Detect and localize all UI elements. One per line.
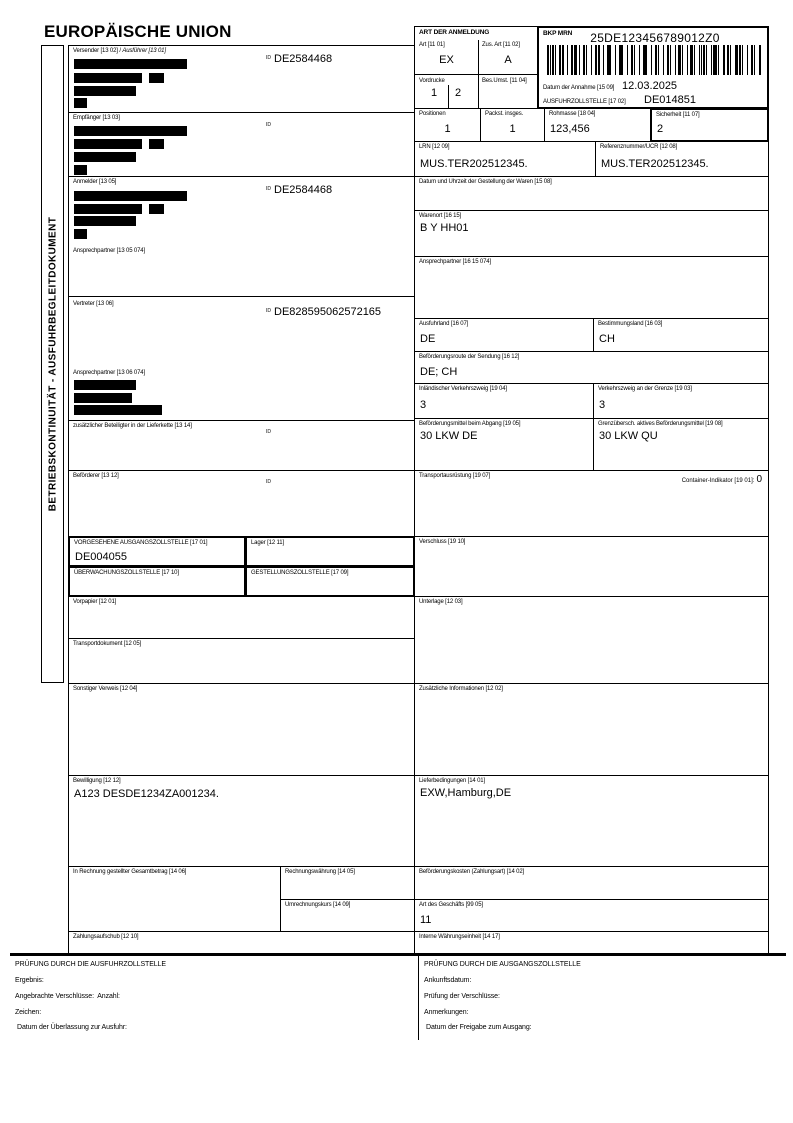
field-label: Beförderungskosten (Zahlungsart) [14 02] <box>419 869 525 875</box>
field-label: Transportdokument [12 05] <box>73 641 142 647</box>
field-label: Bes.Umst. [11 04] <box>482 78 527 84</box>
field-value: 30 LKW DE <box>420 430 478 442</box>
field-gestellungszollstelle <box>245 566 415 597</box>
sidebar-vertical-box <box>41 45 64 683</box>
field-label: Verkehrszweig an der Grenze [19 03] <box>598 386 692 392</box>
field-versender <box>68 45 415 113</box>
redacted-text-bar <box>149 204 164 214</box>
field-label: Sicherheit [11 07] <box>656 112 700 118</box>
field-label: Vordrucke <box>419 78 445 84</box>
field-art-des-geschaefts <box>414 899 769 932</box>
field-interne-waehrungseinheit <box>414 931 769 955</box>
field-value: 11 <box>420 914 432 926</box>
field-transportdokument <box>68 638 415 684</box>
pruefung-ausgang-line: Datum der Freigabe zum Ausgang: <box>426 1024 532 1031</box>
field-value: A <box>504 54 512 66</box>
field-packstuecke <box>480 108 545 142</box>
field-rechnungswaehrung <box>280 866 415 900</box>
field-label: Packst. insges. <box>485 111 524 117</box>
field-label: Rohmasse [18 04] <box>549 111 596 117</box>
pruefung-ausgang-line: Ankunftsdatum: <box>424 977 472 984</box>
field-label: Lieferbedingungen [14 01] <box>419 778 485 784</box>
id-group: ID DE828595062572165 <box>266 306 382 318</box>
field-transportausruestung <box>414 470 769 537</box>
field-zahlungsaufschub <box>68 931 415 955</box>
field-grenzueberschreitendes-befoerderungsmittel <box>593 418 769 471</box>
field-value: DE <box>420 333 436 345</box>
declaration-type-box <box>414 26 538 109</box>
field-value: 30 LKW QU <box>599 430 658 442</box>
pruefung-ausgang-line: Prüfung der Verschlüsse: <box>424 993 500 1000</box>
field-label: Anmelder [13 05] <box>73 179 117 185</box>
field-label: Referenznummer/UCR [12 08] <box>600 144 678 150</box>
divider <box>415 74 537 75</box>
bottom-column-divider <box>418 956 419 1040</box>
redacted-text-bar <box>74 59 187 69</box>
field-lieferbedingungen <box>414 775 769 867</box>
field-value: 2 <box>657 123 664 135</box>
field-label: Warenort [16 15] <box>419 213 462 219</box>
field-value: 1 <box>431 87 438 99</box>
field-befoerderer <box>68 470 415 537</box>
field-ausfuhrland <box>414 318 594 352</box>
field-value: CH <box>599 333 615 345</box>
field-beteiligter <box>68 420 415 471</box>
field-gestellung-datum <box>414 176 769 211</box>
field-label: zusätzlicher Beteiligter in der Lieferkette [13 14] <box>73 423 192 429</box>
field-label: Positionen <box>419 111 446 117</box>
field-value: 3 <box>420 399 427 411</box>
field-label: Verschluss [19 10] <box>419 539 466 545</box>
field-value: 1 <box>444 123 451 135</box>
field-bestimmungsland <box>593 318 769 352</box>
field-zusaetzliche-informationen <box>414 683 769 776</box>
field-verschluss <box>414 536 769 597</box>
field-befoerderungsmittel-abgang <box>414 418 594 471</box>
field-label: Beförderungsroute der Sendung [16 12] <box>419 354 520 360</box>
field-label: VORGESEHENE AUSGANGSZOLLSTELLE [17 01] <box>74 540 208 546</box>
field-unterlage <box>414 596 769 684</box>
field-label: Datum und Uhrzeit der Gestellung der Waren [15 08] <box>419 179 552 185</box>
field-label: In Rechnung gestellter Gesamtbetrag [14 06] <box>73 869 187 875</box>
field-value: 3 <box>599 399 606 411</box>
field-label: Vorpapier [12 01] <box>73 599 117 605</box>
field-label: Unterlage [12 03] <box>419 599 463 605</box>
field-ansprechpartner-warenort <box>414 256 769 319</box>
field-label: Bewilligung [12 12] <box>73 778 121 784</box>
field-label: Empfänger [13 03] <box>73 115 120 121</box>
id-group: ID DE2584468 <box>266 184 333 196</box>
pruefung-ausfuhr-line: Ergebnis: <box>15 977 44 984</box>
id-group: ID <box>266 429 271 435</box>
redacted-text-bar <box>74 73 142 83</box>
pruefung-ausgang-line: Anmerkungen: <box>424 1009 469 1016</box>
field-label: Art des Geschäfts [99 05] <box>419 902 483 908</box>
field-inlaendischer-verkehrszweig <box>414 383 594 419</box>
field-value: 1 <box>509 123 516 135</box>
sidebar-vertical-label: BETRIEBSKONTINUITÄT - AUSFUHRBEGLEITDOKUMENT <box>47 216 58 512</box>
field-label: Art [11 01] <box>419 42 445 48</box>
field-value: MUS.TER202512345. <box>601 158 709 170</box>
field-vorpapier <box>68 596 415 639</box>
field-label: ÜBERWACHUNGSZOLLSTELLE [17 10] <box>74 570 179 576</box>
field-positionen <box>414 108 481 142</box>
field-gesamtbetrag <box>68 866 281 932</box>
redacted-text-bar <box>74 405 162 415</box>
field-label: Beförderer [13 12] <box>73 473 119 479</box>
field-referenznummer-ucr <box>595 141 769 177</box>
field-rohmasse <box>544 108 651 142</box>
field-umrechnungskurs <box>280 899 415 932</box>
redacted-text-bar <box>74 191 187 201</box>
field-befoerderungsroute <box>414 351 769 384</box>
field-label: Zus. Art [11 02] <box>482 42 520 48</box>
field-label: Interne Währungseinheit [14 17] <box>419 934 500 940</box>
field-label: Datum der Annahme [15 09] <box>543 85 615 91</box>
redacted-text-bar <box>74 165 87 175</box>
redacted-text-bar <box>74 216 136 226</box>
field-warenort <box>414 210 769 257</box>
field-label: Zahlungsaufschub [12 10] <box>73 934 139 940</box>
field-value: DE; CH <box>420 366 458 378</box>
field-value: EX <box>439 54 454 66</box>
field-verkehrszweig-grenze <box>593 383 769 419</box>
field-label: Ausfuhrland [16 07] <box>419 321 469 327</box>
redacted-text-bar <box>74 98 87 108</box>
field-label: Sonstiger Verweis [12 04] <box>73 686 138 692</box>
mrn-number: 25DE123456789012Z0 <box>590 31 720 45</box>
field-label: GESTELLUNGSZOLLSTELLE [17 09] <box>251 570 349 576</box>
id-group: ID <box>266 479 271 485</box>
field-label: Rechnungswährung [14 05] <box>285 869 355 875</box>
field-vorgesehene-ausgangszollstelle <box>68 536 246 567</box>
field-label: Umrechnungskurs [14 09] <box>285 902 351 908</box>
field-lager <box>245 536 415 567</box>
field-value: 12.03.2025 <box>622 80 678 92</box>
field-lrn <box>414 141 596 177</box>
field-vertreter <box>68 296 415 421</box>
field-befoerderungskosten <box>414 866 769 900</box>
id-group: ID <box>266 122 271 128</box>
page-title: EUROPÄISCHE UNION <box>44 22 232 41</box>
field-label: Transportausrüstung [19 07] <box>419 473 491 479</box>
field-ueberwachungszollstelle <box>68 566 246 597</box>
field-label: Vertreter [13 06] <box>73 301 114 307</box>
redacted-text-bar <box>74 139 142 149</box>
field-label: Versender [13 02] / Ausführer [13 01] <box>73 48 166 54</box>
pruefung-ausfuhr-line: Zeichen: <box>15 1009 42 1016</box>
field-label: Lager [12 11] <box>251 540 284 546</box>
field-value: 123,456 <box>550 123 590 135</box>
section-divider-line <box>10 953 786 956</box>
field-container-indikator: Container-Indikator [19 01]: 0 <box>681 474 762 485</box>
id-group: ID DE2584468 <box>266 53 333 65</box>
field-label: Ansprechpartner [16 15 074] <box>419 259 492 265</box>
field-value: MUS.TER202512345. <box>420 158 528 170</box>
field-label: Grenzübersch. aktives Beförderungsmittel [19 08] <box>598 421 723 427</box>
redacted-text-bar <box>74 380 136 390</box>
redacted-text-bar <box>74 229 87 239</box>
field-value: DE014851 <box>644 94 696 106</box>
field-empfaenger <box>68 112 415 177</box>
field-value: B Y HH01 <box>420 222 469 234</box>
divider <box>478 40 479 108</box>
field-label: AUSFUHRZOLLSTELLE [17 02] <box>543 99 626 105</box>
field-sonstiger-verweis <box>68 683 415 776</box>
field-label: LRN [12 09] <box>419 144 450 150</box>
field-value: DE004055 <box>75 551 127 563</box>
field-value: A123 DESDE1234ZA001234. <box>74 788 219 800</box>
field-label-contact: Ansprechpartner [13 05 074] <box>73 248 146 254</box>
pruefung-ausfuhr-line: Angebrachte Verschlüsse: Anzahl: <box>15 993 120 1000</box>
field-anmelder <box>68 176 415 297</box>
redacted-text-bar <box>149 139 164 149</box>
pruefung-ausfuhr-header: PRÜFUNG DURCH DIE AUSFUHRZOLLSTELLE <box>15 961 166 968</box>
field-label: BKP MRN <box>543 30 573 37</box>
field-value: 2 <box>455 87 462 99</box>
divider <box>448 85 449 108</box>
field-value: EXW,Hamburg,DE <box>420 787 512 799</box>
field-bewilligung <box>68 775 415 867</box>
pruefung-ausgang-header: PRÜFUNG DURCH DIE AUSGANGSZOLLSTELLE <box>424 961 581 968</box>
redacted-text-bar <box>74 204 142 214</box>
mrn-barcode <box>547 45 763 75</box>
mrn-box <box>537 26 769 109</box>
field-label: Bestimmungsland [16 03] <box>598 321 663 327</box>
redacted-text-bar <box>74 152 136 162</box>
field-label: Inländischer Verkehrszweig [19 04] <box>419 386 507 392</box>
field-sicherheit <box>650 108 769 142</box>
field-label-contact: Ansprechpartner [13 06 074] <box>73 370 146 376</box>
section-header: ART DER ANMELDUNG <box>419 29 490 36</box>
redacted-text-bar <box>74 393 132 403</box>
redacted-text-bar <box>74 126 187 136</box>
redacted-text-bar <box>149 73 164 83</box>
redacted-text-bar <box>74 86 136 96</box>
field-label: Zusätzliche Informationen [12 02] <box>419 686 503 692</box>
field-label: Beförderungsmittel beim Abgang [19 05] <box>419 421 521 427</box>
pruefung-ausfuhr-line: Datum der Überlassung zur Ausfuhr: <box>17 1024 127 1031</box>
